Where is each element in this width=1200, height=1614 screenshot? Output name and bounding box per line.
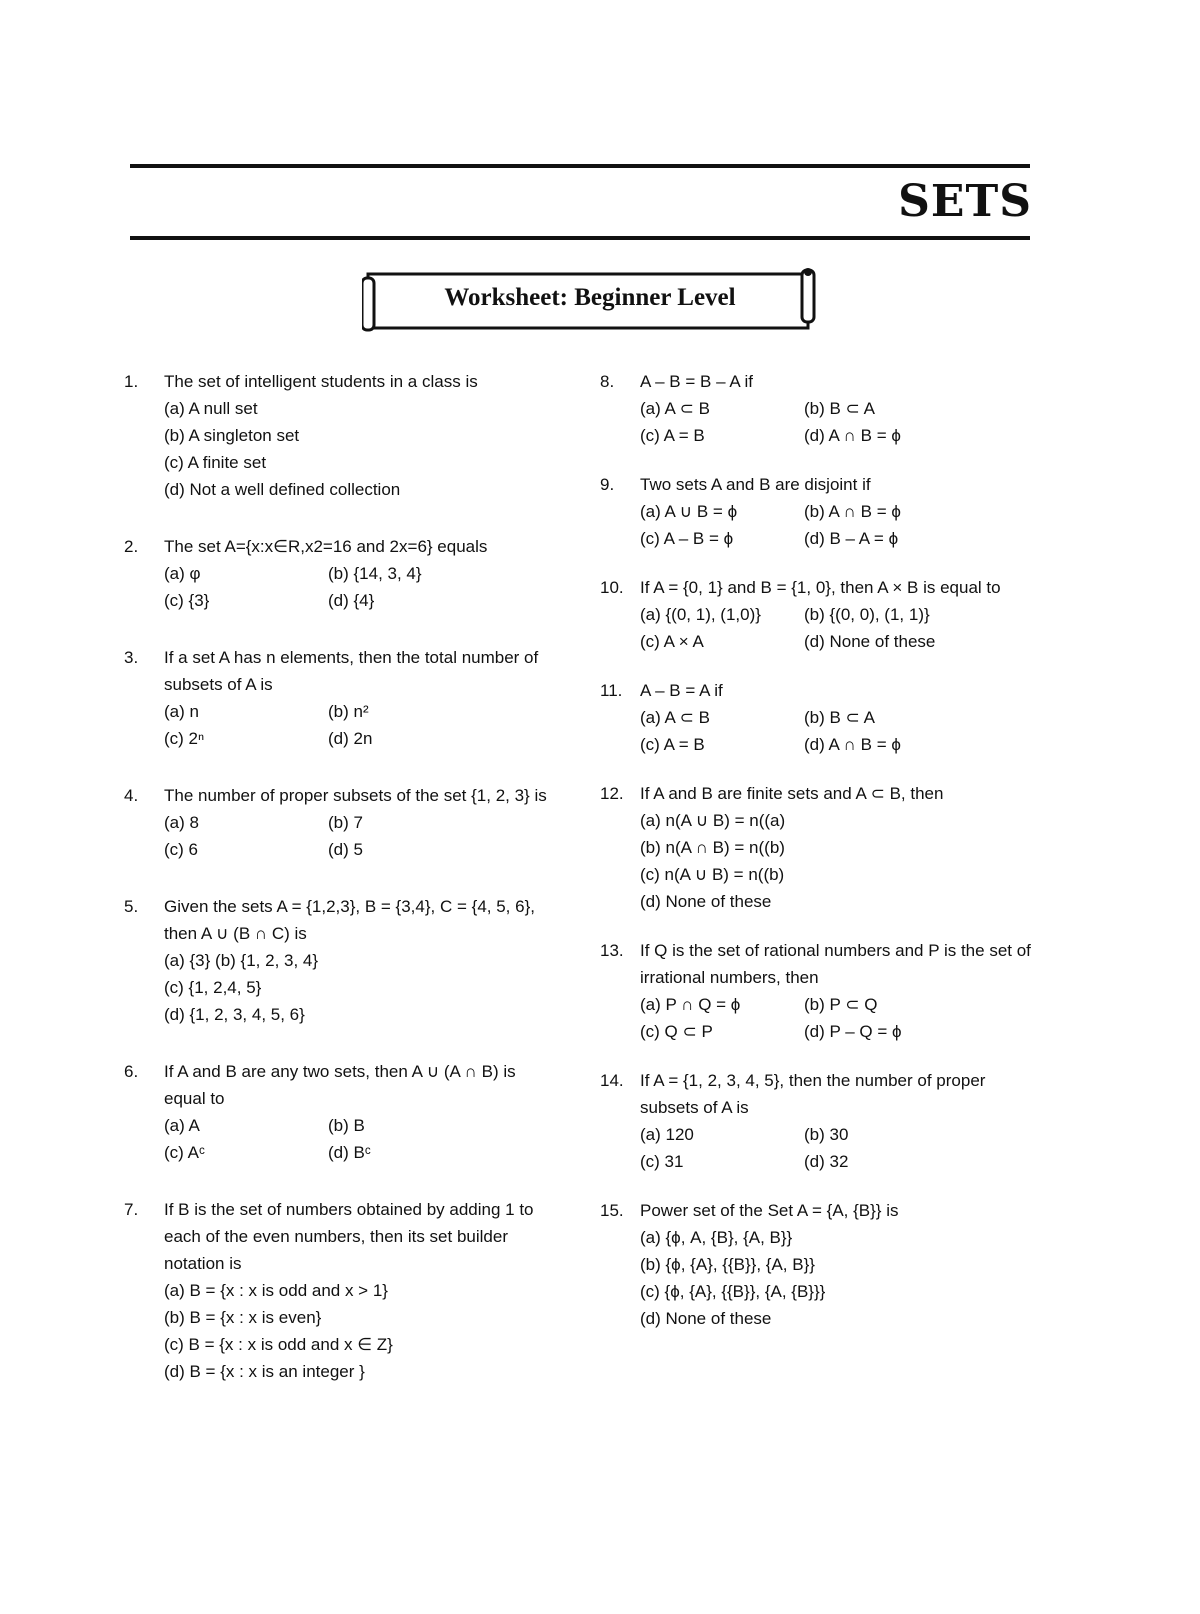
answer-option: (c) {3} — [164, 591, 210, 610]
answer-option: (d) {1, 2, 3, 4, 5, 6} — [164, 1005, 305, 1024]
question-item — [600, 780, 1032, 915]
question-text: Given the sets A = {1,2,3}, B = {3,4}, C = {4, 5, 6}, then A ∪ (B ∩ C) is — [164, 897, 535, 943]
chapter-title: SETS — [898, 176, 1032, 227]
option-row — [164, 1001, 560, 1028]
question-text: If Q is the set of rational numbers and P is the set of irrational numbers, then — [640, 941, 1031, 987]
answer-option: (a) A ⊂ B — [640, 708, 710, 727]
option-row — [640, 704, 1032, 731]
question-text: A – B = A if — [640, 681, 723, 700]
option-row — [640, 1121, 1032, 1148]
answer-option: (b) B — [328, 1116, 365, 1135]
answer-option: (d) B – A = ϕ — [804, 529, 899, 548]
question-body — [164, 533, 560, 614]
answer-option: (b) B ⊂ A — [804, 399, 875, 418]
answer-option: (a) B = {x : x is odd and x > 1} — [164, 1281, 388, 1300]
option-row — [640, 991, 1032, 1018]
question-number: 4. — [124, 786, 139, 805]
answer-option: (b) {ϕ, {A}, {{B}}, {A, B}} — [640, 1255, 815, 1274]
answer-option: (c) B = {x : x is odd and x ∈ Z} — [164, 1335, 393, 1354]
answer-option: (a) P ∩ Q = ϕ — [640, 995, 741, 1014]
question-item — [600, 471, 1032, 552]
answer-option: (b) A ∩ B = ϕ — [804, 502, 901, 521]
answer-option: (a) A null set — [164, 399, 258, 418]
question-item — [600, 1067, 1032, 1175]
question-number: 8. — [600, 372, 615, 391]
option-row — [164, 476, 560, 503]
question-text: If B is the set of numbers obtained by adding 1 to each of the even numbers, then its set builder notation is — [164, 1200, 534, 1273]
option-row — [640, 628, 1032, 655]
option-row — [164, 809, 560, 836]
answer-option: (d) Not a well defined collection — [164, 480, 401, 499]
question-number: 6. — [124, 1062, 139, 1081]
answer-option: (c) Aᶜ — [164, 1143, 205, 1162]
question-item — [124, 1196, 560, 1385]
option-row — [164, 1112, 560, 1139]
question-item — [124, 1058, 560, 1166]
question-number: 11. — [600, 681, 623, 700]
answer-option: (a) 120 — [640, 1125, 694, 1144]
option-row — [640, 1305, 1032, 1332]
answer-option: (c) A – B = ϕ — [640, 529, 734, 548]
answer-option: (d) A ∩ B = ϕ — [804, 735, 901, 754]
question-body — [164, 893, 560, 1028]
option-row — [640, 498, 1032, 525]
question-text: If a set A has n elements, then the total number of subsets of A is — [164, 648, 539, 694]
answer-option: (c) A = B — [640, 735, 705, 754]
option-row — [640, 834, 1032, 861]
question-text: The set of intelligent students in a class is — [164, 372, 478, 391]
question-body — [640, 471, 1032, 552]
question-text: If A = {1, 2, 3, 4, 5}, then the number of proper subsets of A is — [640, 1071, 986, 1117]
option-row — [164, 422, 560, 449]
question-body — [640, 937, 1032, 1045]
answer-option: (a) A — [164, 1116, 200, 1135]
question-body — [164, 1058, 560, 1166]
option-row — [164, 1331, 560, 1358]
answer-option: (d) 32 — [804, 1152, 849, 1171]
answer-option: (a) n(A ∪ B) = n((a) — [640, 811, 786, 830]
question-text: If A = {0, 1} and B = {1, 0}, then A × B is equal to — [640, 578, 1001, 597]
question-number: 13. — [600, 941, 624, 960]
question-item — [124, 533, 560, 614]
option-row — [164, 947, 560, 974]
question-item — [124, 368, 560, 503]
question-number: 12. — [600, 784, 624, 803]
option-row — [164, 1358, 560, 1385]
answer-option: (c) {ϕ, {A}, {{B}}, {A, {B}}} — [640, 1282, 826, 1301]
question-body — [164, 1196, 560, 1385]
bottom-rule — [130, 236, 1030, 240]
answer-option: (c) 2ⁿ — [164, 729, 205, 748]
question-number: 7. — [124, 1200, 139, 1219]
option-row — [640, 1278, 1032, 1305]
answer-option: (b) B ⊂ A — [804, 708, 875, 727]
answer-option: (c) A × A — [640, 632, 704, 651]
question-item — [124, 644, 560, 752]
answer-option: (d) {4} — [328, 591, 375, 610]
question-number: 10. — [600, 578, 624, 597]
answer-option: (d) 5 — [328, 840, 363, 859]
option-row — [640, 807, 1032, 834]
question-text: The set A={x:x∈R,x2=16 and 2x=6} equals — [164, 537, 488, 556]
answer-option: (a) {3} (b) {1, 2, 3, 4} — [164, 951, 319, 970]
question-body — [640, 1197, 1032, 1332]
question-body — [164, 782, 560, 863]
option-row — [640, 731, 1032, 758]
question-item — [600, 677, 1032, 758]
answer-option: (c) A finite set — [164, 453, 267, 472]
question-number: 1. — [124, 372, 139, 391]
worksheet-banner — [362, 268, 818, 334]
answer-option: (b) B = {x : x is even} — [164, 1308, 322, 1327]
option-row — [640, 1251, 1032, 1278]
answer-option: (d) Bᶜ — [328, 1143, 371, 1162]
answer-option: (b) {14, 3, 4} — [328, 564, 422, 583]
answer-option: (d) 2n — [328, 729, 373, 748]
option-row — [640, 861, 1032, 888]
option-row — [640, 1018, 1032, 1045]
question-text: Power set of the Set A = {A, {B}} is — [640, 1201, 899, 1220]
question-number: 14. — [600, 1071, 624, 1090]
answer-option: (a) A ∪ B = ϕ — [640, 502, 738, 521]
option-row — [164, 698, 560, 725]
question-body — [640, 780, 1032, 915]
question-item — [600, 1197, 1032, 1332]
answer-option: (d) P – Q = ϕ — [804, 1022, 902, 1041]
question-number: 9. — [600, 475, 615, 494]
answer-option: (b) n² — [328, 702, 369, 721]
question-text: If A and B are finite sets and A ⊂ B, then — [640, 784, 944, 803]
option-row — [640, 395, 1032, 422]
answer-option: (b) n(A ∩ B) = n((b) — [640, 838, 785, 857]
option-row — [640, 601, 1032, 628]
answer-option: (d) None of these — [640, 892, 772, 911]
question-number: 2. — [124, 537, 139, 556]
question-item — [124, 893, 560, 1028]
option-row — [164, 395, 560, 422]
option-row — [164, 587, 560, 614]
answer-option: (b) 30 — [804, 1125, 849, 1144]
question-text: If A and B are any two sets, then A ∪ (A ∩ B) is equal to — [164, 1062, 516, 1108]
question-body — [640, 677, 1032, 758]
question-item — [124, 782, 560, 863]
question-body — [640, 1067, 1032, 1175]
option-row — [164, 1139, 560, 1166]
option-row — [640, 888, 1032, 915]
answer-option: (d) None of these — [640, 1309, 772, 1328]
option-row — [640, 1224, 1032, 1251]
option-row — [164, 1277, 560, 1304]
question-body — [640, 368, 1032, 449]
option-row — [164, 449, 560, 476]
question-number: 5. — [124, 897, 139, 916]
answer-option: (a) φ — [164, 564, 201, 583]
answer-option: (a) {ϕ, A, {B}, {A, B}} — [640, 1228, 793, 1247]
answer-option: (b) P ⊂ Q — [804, 995, 878, 1014]
option-row — [164, 725, 560, 752]
answer-option: (c) 6 — [164, 840, 198, 859]
answer-option: (d) None of these — [804, 632, 936, 651]
question-item — [600, 368, 1032, 449]
option-row — [640, 422, 1032, 449]
answer-option: (b) {(0, 0), (1, 1)} — [804, 605, 930, 624]
top-rule — [130, 164, 1030, 168]
option-row — [164, 1304, 560, 1331]
answer-option: (a) 8 — [164, 813, 199, 832]
option-row — [640, 1148, 1032, 1175]
question-item — [600, 574, 1032, 655]
question-item — [600, 937, 1032, 1045]
answer-option: (a) {(0, 1), (1,0)} — [640, 605, 761, 624]
question-body — [164, 644, 560, 752]
answer-option: (c) n(A ∪ B) = n((b) — [640, 865, 785, 884]
answer-option: (a) n — [164, 702, 199, 721]
question-body — [164, 368, 560, 503]
answer-option: (c) 31 — [640, 1152, 684, 1171]
question-number: 15. — [600, 1201, 624, 1220]
left-question-column — [124, 368, 560, 1385]
banner-title: Worksheet: Beginner Level — [444, 284, 736, 311]
answer-option: (b) A singleton set — [164, 426, 300, 445]
answer-option: (a) A ⊂ B — [640, 399, 710, 418]
answer-option: (d) A ∩ B = ϕ — [804, 426, 901, 445]
option-row — [164, 836, 560, 863]
answer-option: (c) Q ⊂ P — [640, 1022, 713, 1041]
question-body — [640, 574, 1032, 655]
right-question-column — [600, 368, 1032, 1332]
option-row — [164, 974, 560, 1001]
option-row — [164, 560, 560, 587]
answer-option: (c) A = B — [640, 426, 705, 445]
question-number: 3. — [124, 648, 139, 667]
answer-option: (c) {1, 2,4, 5} — [164, 978, 262, 997]
question-text: The number of proper subsets of the set {1, 2, 3} is — [164, 786, 547, 805]
option-row — [640, 525, 1032, 552]
answer-option: (d) B = {x : x is an integer } — [164, 1362, 365, 1381]
question-text: Two sets A and B are disjoint if — [640, 475, 871, 494]
answer-option: (b) 7 — [328, 813, 363, 832]
question-text: A – B = B – A if — [640, 372, 753, 391]
